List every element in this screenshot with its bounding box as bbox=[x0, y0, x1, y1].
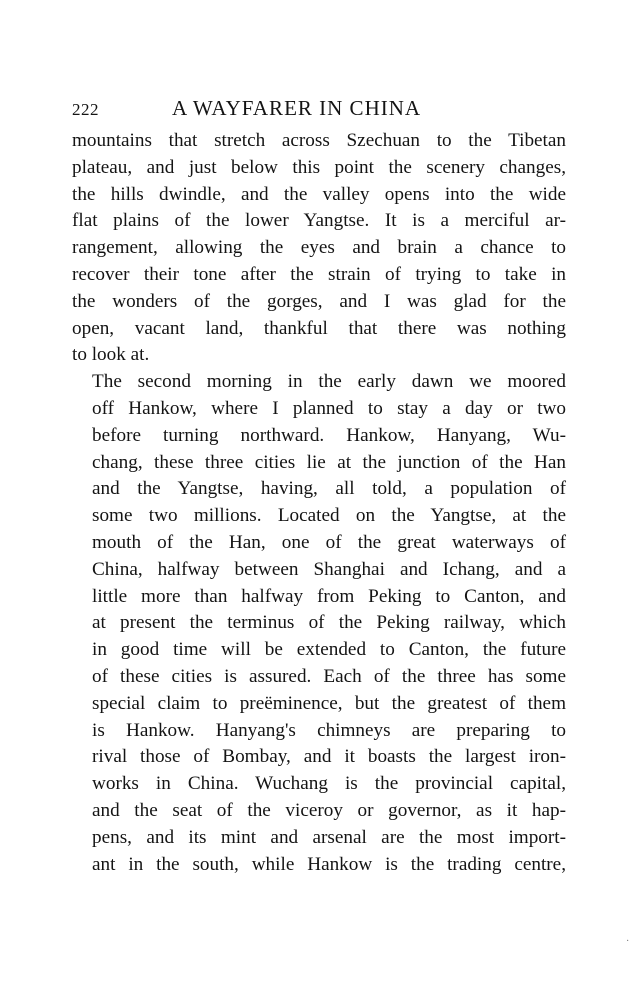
page-number: 222 bbox=[72, 100, 99, 119]
text-line: China, halfway between Shanghai and Ichang, and a bbox=[92, 558, 566, 580]
text-line: special claim to preëminence, but the greatest of them bbox=[92, 692, 566, 714]
text-line: rangement, allowing the eyes and brain a chance to bbox=[72, 237, 566, 259]
text-line: chang, these three cities lie at the junction of the Han bbox=[92, 451, 566, 473]
text-line: some two millions. Located on the Yangtse, at the bbox=[92, 505, 566, 527]
text-line: of these cities is assured. Each of the three has some bbox=[92, 665, 566, 687]
paragraph-1 bbox=[72, 128, 566, 369]
text-line: at present the terminus of the Peking railway, which bbox=[92, 612, 566, 634]
text-line: before turning northward. Hankow, Hanyang, Wu- bbox=[92, 424, 566, 446]
text-line: recover their tone after the strain of trying to take in bbox=[72, 263, 566, 285]
text-line: the wonders of the gorges, and I was glad for the bbox=[72, 290, 566, 312]
text-line: ant in the south, while Hankow is the trading centre, bbox=[92, 853, 566, 875]
text-line: pens, and its mint and arsenal are the most import- bbox=[92, 826, 566, 848]
text-line: in good time will be extended to Canton, the future bbox=[92, 639, 566, 661]
text-line: plateau, and just below this point the scenery changes, bbox=[72, 156, 566, 178]
text-line: little more than halfway from Peking to Canton, and bbox=[92, 585, 566, 607]
text-line: and the seat of the viceroy or governor, as it hap- bbox=[92, 799, 566, 821]
text-line: off Hankow, where I planned to stay a day or two bbox=[92, 397, 566, 419]
paragraph-2 bbox=[72, 369, 566, 878]
text-line: flat plains of the lower Yangtse. It is a merciful ar- bbox=[72, 210, 566, 232]
text-line: open, vacant land, thankful that there was nothing bbox=[72, 317, 566, 339]
text-line: The second morning in the early dawn we moored bbox=[92, 371, 566, 393]
scan-mark: · bbox=[626, 936, 630, 947]
running-title: A WAYFARER IN CHINA bbox=[172, 96, 422, 120]
book-page bbox=[72, 96, 566, 878]
text-line: to look at. bbox=[72, 344, 150, 366]
text-line: works in China. Wuchang is the provincial capital, bbox=[92, 773, 566, 795]
text-line: mouth of the Han, one of the great waterways of bbox=[92, 531, 566, 553]
running-header bbox=[72, 96, 566, 128]
text-line: is Hankow. Hanyang's chimneys are preparing to bbox=[92, 719, 566, 741]
text-line: mountains that stretch across Szechuan to the Tibetan bbox=[72, 130, 566, 151]
text-line: the hills dwindle, and the valley opens into the wide bbox=[72, 183, 566, 205]
text-line: and the Yangtse, having, all told, a population of bbox=[92, 478, 566, 500]
text-line: rival those of Bombay, and it boasts the largest iron- bbox=[92, 746, 566, 768]
